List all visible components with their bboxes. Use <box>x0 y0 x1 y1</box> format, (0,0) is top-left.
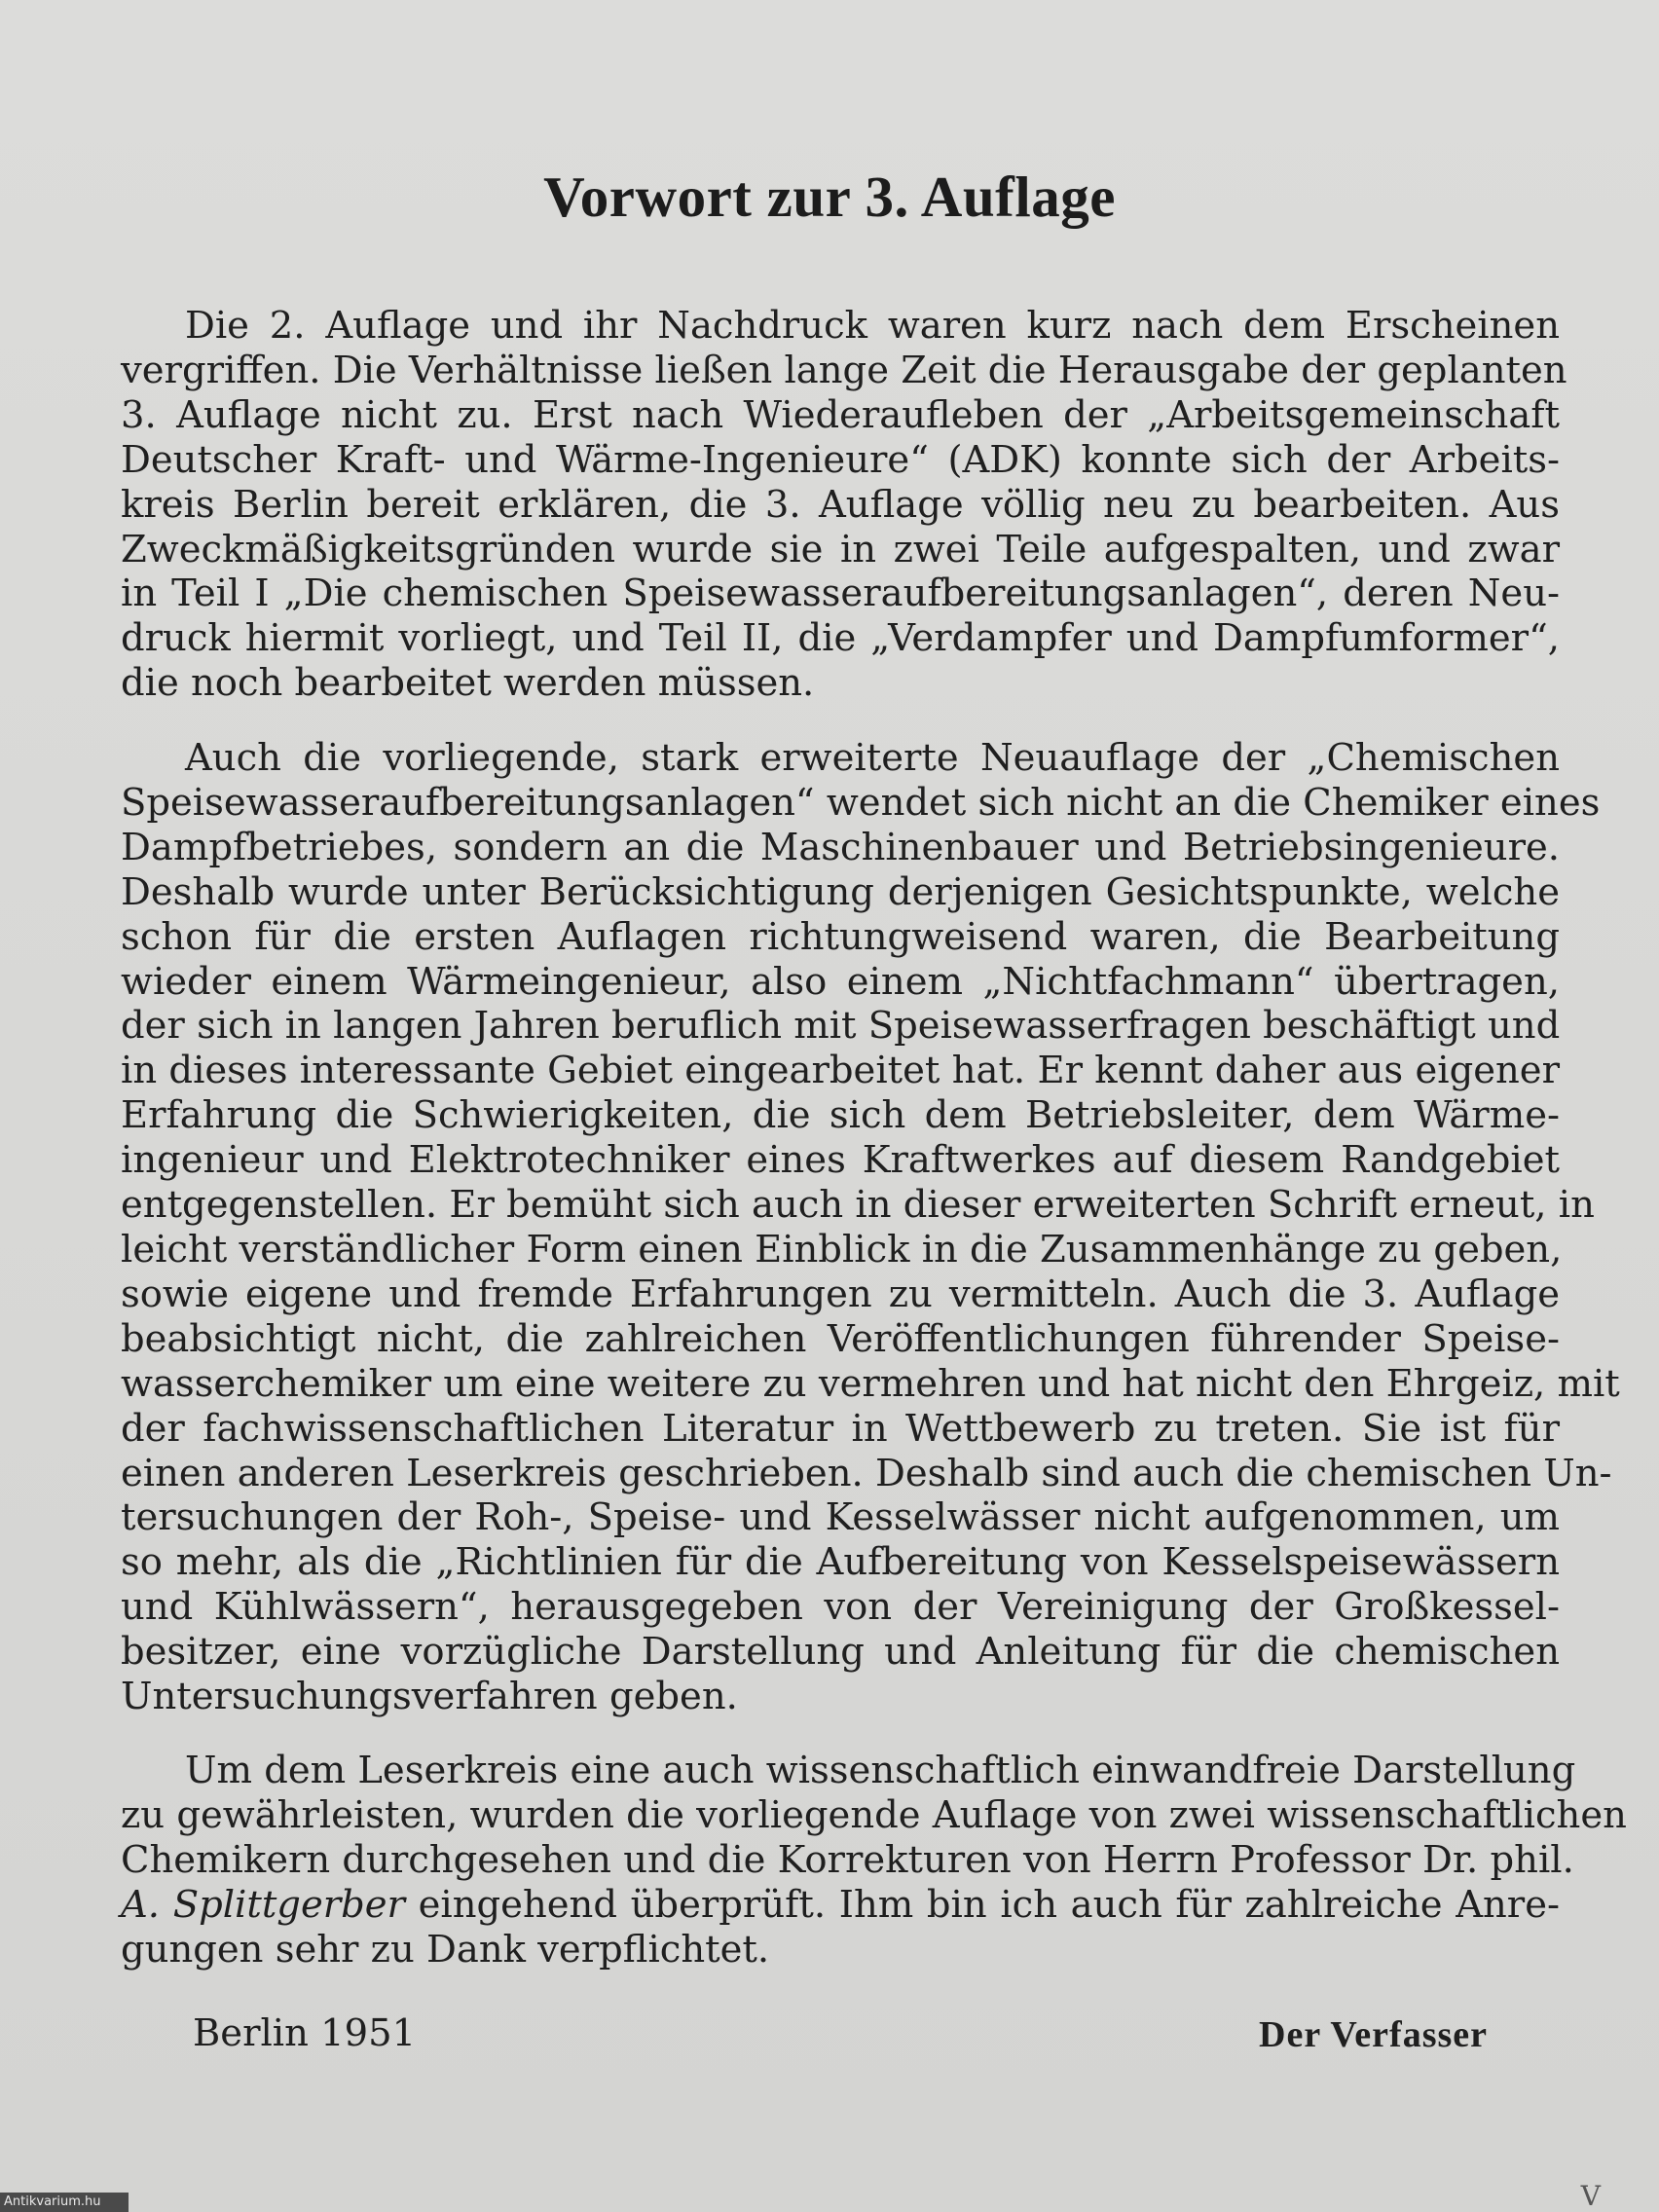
text-line: Die 2. Auflage und ihr Nachdruck waren kurz nach dem Erscheinen <box>185 304 1560 348</box>
watermark-label: Antikvarium.hu <box>0 2193 129 2212</box>
text-line: tersuchungen der Roh-, Speise- und Kesselwässer nicht aufgenommen, um <box>121 1495 1560 1540</box>
text-line: druck hiermit vorliegt, und Teil II, die „Verdampfer und Dampfumformer“, <box>121 616 1560 661</box>
paragraph-1 <box>121 304 1567 706</box>
text-line: die noch bearbeitet werden müssen. <box>121 661 815 706</box>
place-date: Berlin 1951 <box>193 2011 417 2055</box>
paragraph-2 <box>121 736 1620 1719</box>
author-signature: Der Verfasser <box>1259 2014 1488 2055</box>
text-line: Speisewasseraufbereitungsanlagen“ wendet sich nicht an die Chemiker eines <box>121 780 1601 825</box>
text-line: Erfahrung die Schwierigkeiten, die sich dem Betriebsleiter, dem Wärme- <box>121 1093 1560 1138</box>
reviewer-name: A. Splittgerber <box>121 1882 405 1927</box>
text-line: einen anderen Leserkreis geschrieben. Deshalb sind auch die chemischen Un- <box>121 1451 1612 1495</box>
text-segment: eingehend überprüft. Ihm bin ich auch für zahlreiche Anre- <box>404 1882 1560 1927</box>
text-line: der sich in langen Jahren beruflich mit Speisewasserfragen beschäftigt und <box>121 1004 1561 1049</box>
text-line: Zweckmäßigkeitsgründen wurde sie in zwei Teile aufgespalten, und zwar <box>121 527 1560 571</box>
text-line: Deutscher Kraft- und Wärme-Ingenieure“ (ADK) konnte sich der Arbeits- <box>121 437 1560 482</box>
text-line: in Teil I „Die chemischen Speisewasseraufbereitungsanlagen“, deren Neu- <box>121 571 1560 616</box>
text-line: Um dem Leserkreis eine auch wissenschaftlich einwandfreie Darstellung <box>185 1749 1576 1792</box>
text-line: der fachwissenschaftlichen Literatur in Wettbewerb zu treten. Sie ist für <box>121 1406 1560 1451</box>
text-line: so mehr, als die „Richtlinien für die Aufbereitung von Kesselspeisewässern <box>121 1540 1560 1585</box>
text-line: 3. Auflage nicht zu. Erst nach Wiederaufleben der „Arbeitsgemeinschaft <box>121 392 1560 437</box>
text-line: Untersuchungsverfahren geben. <box>121 1675 738 1719</box>
text-line: beabsichtigt nicht, die zahlreichen Veröffentlichungen führender Speise- <box>121 1316 1560 1361</box>
text-line: Chemikern durchgesehen und die Korrekturen von Herrn Professor Dr. phil. <box>121 1837 1574 1882</box>
text-line: schon für die ersten Auflagen richtungweisend waren, die Bearbeitung <box>121 914 1560 959</box>
text-line: und Kühlwässern“, herausgegeben von der Vereinigung der Großkessel- <box>121 1585 1560 1630</box>
text-line: vergriffen. Die Verhältnisse ließen lange Zeit die Herausgabe der geplanten <box>121 348 1567 392</box>
text-line: leicht verständlicher Form einen Einblick in die Zusammenhänge zu geben, <box>121 1227 1563 1272</box>
page-corner-mark: V <box>1580 2180 1601 2212</box>
text-line: Deshalb wurde unter Berücksichtigung derjenigen Gesichtspunkte, welche <box>121 869 1560 914</box>
text-line: entgegenstellen. Er bemüht sich auch in dieser erweiterten Schrift erneut, in <box>121 1183 1595 1228</box>
text-line: kreis Berlin bereit erklären, die 3. Auflage völlig neu zu bearbeiten. Aus <box>121 482 1560 527</box>
text-line: besitzer, eine vorzügliche Darstellung und Anleitung für die chemischen <box>121 1630 1560 1675</box>
text-line: sowie eigene und fremde Erfahrungen zu vermitteln. Auch die 3. Auflage <box>121 1272 1560 1316</box>
text-line: wieder einem Wärmeingenieur, also einem „Nichtfachmann“ übertragen, <box>121 959 1560 1004</box>
text-line <box>121 1883 1560 1928</box>
text-line: Auch die vorliegende, stark erweiterte Neuauflage der „Chemischen <box>185 736 1560 780</box>
text-line: in dieses interessante Gebiet eingearbeitet hat. Er kennt daher aus eigener <box>121 1049 1560 1093</box>
text-line: ingenieur und Elektrotechniker eines Kraftwerkes auf diesem Randgebiet <box>121 1138 1560 1183</box>
text-line: gungen sehr zu Dank verpflichtet. <box>121 1927 770 1972</box>
page-title: Vorwort zur 3. Auflage <box>543 165 1116 229</box>
paragraph-3 <box>121 1749 1627 1972</box>
text-line: wasserchemiker um eine weitere zu vermehren und hat nicht den Ehrgeiz, mit <box>121 1361 1620 1406</box>
text-line: Dampfbetriebes, sondern an die Maschinenbauer und Betriebsingenieure. <box>121 825 1560 869</box>
text-line: zu gewährleisten, wurden die vorliegende Auflage von zwei wissenschaftlichen <box>121 1792 1627 1837</box>
